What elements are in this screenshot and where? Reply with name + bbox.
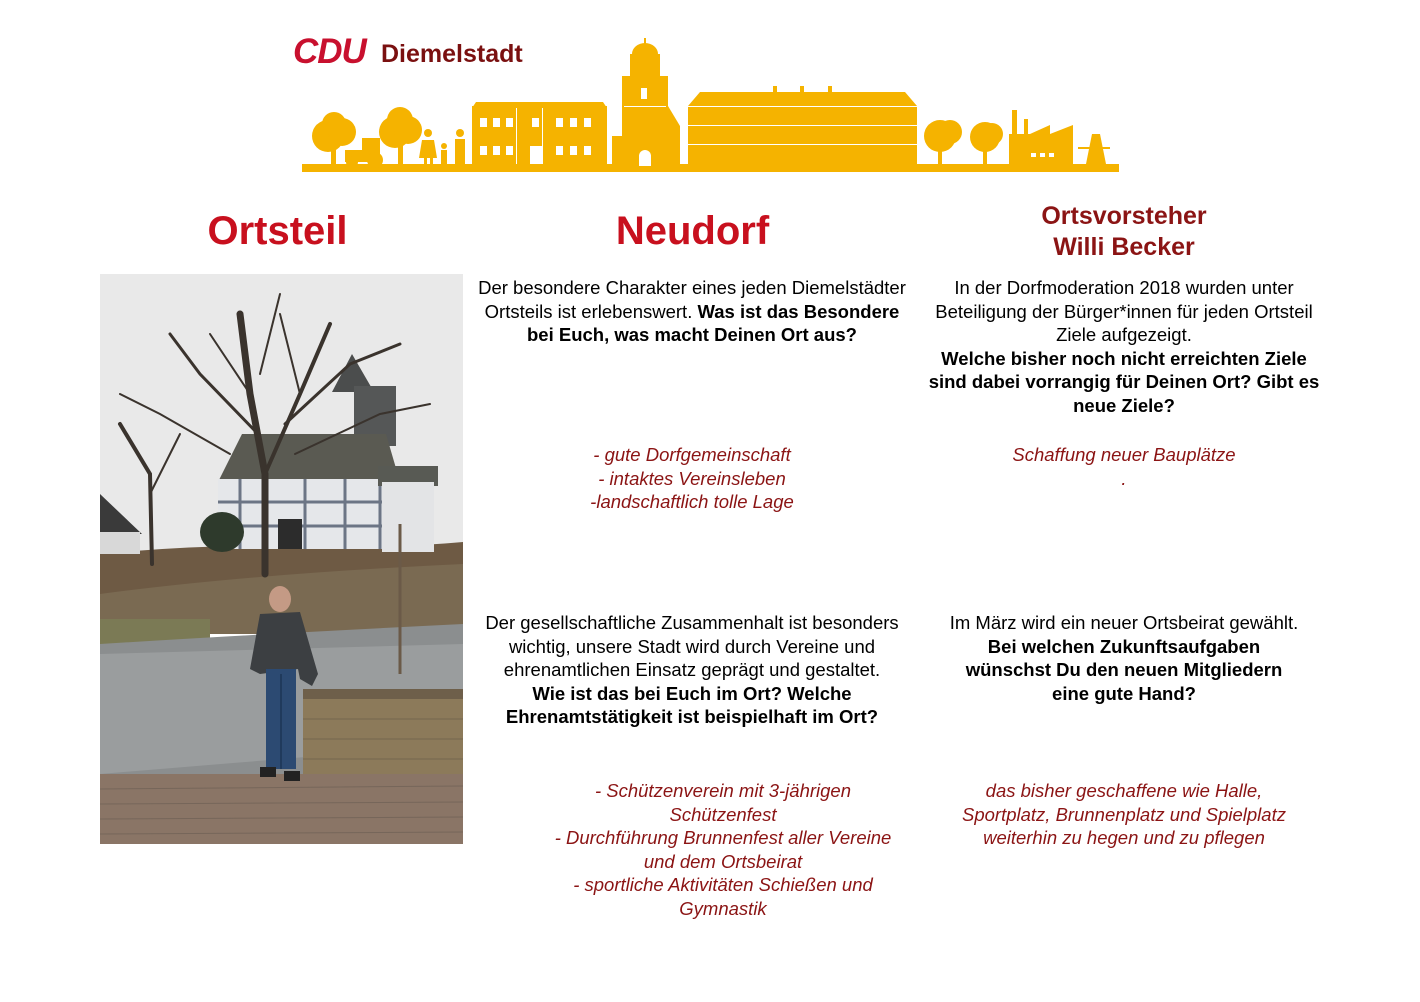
- question-bold: Wie ist das bei Euch im Ort? Welche Ehrenamtstätigkeit ist beispielhaft im Ort?: [505, 682, 879, 727]
- answer-line: Schützenfest: [669, 803, 777, 825]
- question-intro: Der besondere Charakter eines jeden Diemelstädter Ortsteils ist erlebenswert.: [478, 277, 906, 322]
- church-tower-icon: [612, 38, 680, 166]
- answer-line: Sportplatz, Brunnenplatz und Spielplatz: [962, 803, 1286, 825]
- question-intro: In der Dorfmoderation 2018 wurden unter Beteiligung der Bürger*innen für jeden Ortsteil Ziele aufgezeigt.: [935, 277, 1313, 345]
- answer-line: - Schützenverein mit 3-jährigen: [594, 780, 852, 801]
- answer-line: - gute Dorfgemeinschaft: [593, 444, 791, 465]
- question-bold: Bei welchen Zukunftsaufgaben wünschst Du den neuen Mitgliedern eine gute Hand?: [965, 635, 1283, 704]
- question-character-text: [470, 276, 914, 347]
- answer-line: und dem Ortsbeirat: [643, 850, 803, 872]
- question-volunteering-text: [472, 611, 912, 729]
- highway-icon: [1078, 134, 1110, 164]
- question-bold: Was ist das Besondere bei Euch, was macht Deinen Ort aus?: [526, 300, 900, 345]
- answer-line: - intaktes Vereinsleben: [598, 467, 786, 489]
- answer-character-list: [480, 443, 904, 514]
- answer-line: Gymnastik: [679, 897, 767, 919]
- portrait-photo: [100, 274, 463, 844]
- answer-volunteering-list: [528, 779, 918, 920]
- answer-line: - Durchführung Brunnenfest aller Vereine: [554, 827, 892, 848]
- heading-ortsvorsteher: [960, 201, 1288, 263]
- heading-person-name: Willi Becker: [1053, 233, 1195, 261]
- answer-future-tasks-list: [925, 779, 1323, 850]
- logo-city-name: Diemelstadt: [381, 40, 523, 68]
- question-bold: Welche bisher noch nicht erreichten Ziele sind dabei vorrangig für Deinen Ort? Gibt es neue Ziele?: [928, 347, 1320, 416]
- heading-role: Ortsvorsteher: [1041, 202, 1207, 230]
- tree-icon: [924, 120, 962, 164]
- answer-line: das bisher geschaffene wie Halle,: [985, 780, 1263, 801]
- tree-icon: [970, 122, 1003, 164]
- answer-line: - sportliche Aktivitäten Schießen und: [573, 874, 873, 895]
- logo-cdu: CDU: [293, 32, 366, 71]
- tree-icon: [379, 107, 422, 164]
- answer-line: Schaffung neuer Bauplätze: [1012, 444, 1236, 465]
- answer-line: -landschaftlich tolle Lage: [590, 491, 794, 512]
- question-intro: Im März wird ein neuer Ortsbeirat gewählt.: [949, 612, 1299, 633]
- question-goals-text: [925, 276, 1323, 417]
- answer-line: weiterhin zu hegen und zu pflegen: [983, 827, 1265, 848]
- question-future-tasks-text: [925, 611, 1323, 705]
- family-icon: [419, 129, 465, 164]
- answer-goals-list: [925, 443, 1323, 490]
- heading-ortsteil: Ortsteil: [207, 209, 348, 253]
- question-intro: Der gesellschaftliche Zusammenhalt ist besonders wichtig, unsere Stadt wird durch Vereine und ehrenamtlichen Einsatz geprägt und gestaltet.: [485, 612, 899, 680]
- heading-village-name: Neudorf: [615, 209, 770, 253]
- answer-line: .: [1121, 467, 1127, 489]
